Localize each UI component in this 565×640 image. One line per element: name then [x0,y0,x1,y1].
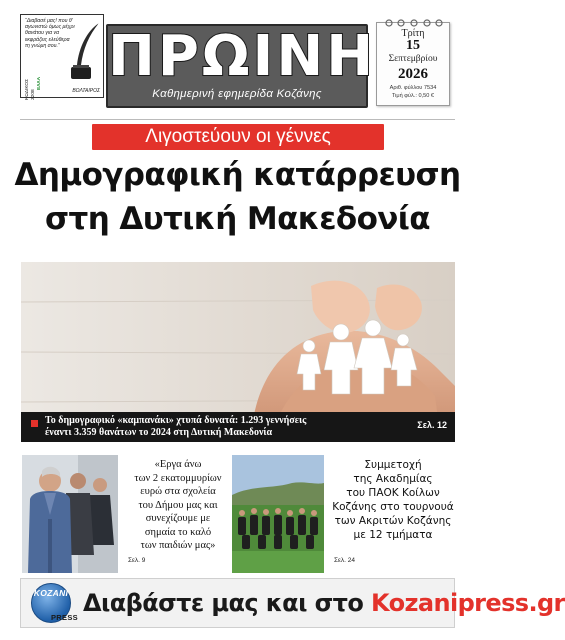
lead-caption-line-1: Το δημογραφικό «καμπανάκι» χτυπά δυνατά: 1.293 γεννήσεις [45,415,307,426]
read-us-label: Διαβάστε μας και στο [83,589,372,617]
postage-mark: ΕΛΛΑ [37,76,42,90]
kozanipress-logo-bottom: PRESS [51,613,78,622]
masthead-divider [20,119,455,120]
calendar-year: 2026 [398,66,428,82]
date-calendar [376,22,450,106]
lead-caption-line-2: έναντι 3.359 θανάτων το 2024 στη Δυτική Μακεδονία [45,427,273,438]
calendar-date: 15 [406,38,420,53]
newspaper-title: ΠΡΩΙΝΗ [108,24,377,89]
calendar-month: Σεπτεμβρίου [388,54,438,64]
voltaire-name: ΒΟΛΤΑΙΡΟΣ [72,88,100,94]
calendar-rings-icon [381,17,447,27]
football-team-photo [232,455,324,573]
voltaire-quote: “Διαβασέ μας! που θ' αγωνιστώ όμως μέχρι θανάτου για να εκφράζεις ελεύθερα τη γνώμη σου.” [25,18,75,49]
masthead [0,0,475,118]
mayor-quote-line-2: των 2 εκατομμυρίων [134,472,222,484]
mayor-quote-line-3: ευρώ στα σχολεία [140,486,216,497]
mayor-quote-line-7: των παιδιών μας» [140,540,216,551]
paok-academy-headline [329,458,457,542]
kozanipress-link[interactable]: Kozanipress.gr [371,589,565,617]
football-team-image [232,455,324,573]
kozanipress-logo [25,581,77,625]
mayor-quote-line-1: «Εργα άνω [154,459,202,470]
mayor-quote-line-6: σημαία το καλό [144,526,212,538]
lead-headline [10,153,465,241]
paok-headline-line-5: των Ακριτών Κοζάνης [334,515,452,527]
lead-headline-line-1: Δημογραφική κατάρρευση [14,157,461,193]
lead-headline-line-2: στη Δυτική Μακεδονία [45,201,430,237]
mayor-quote-line-5: συνεχίζουμε με [145,513,211,524]
paok-headline-line-1: Συμμετοχή [364,459,422,471]
lead-caption-text [45,415,385,439]
lead-kicker: Λιγοστεύουν οι γέννες [92,124,384,150]
lead-caption [21,412,455,442]
paok-headline-line-3: του ΠΑΟΚ Κοίλων [346,487,440,499]
newspaper-subtitle: Καθημερινή εφημερίδα Κοζάνης [152,88,322,100]
quill-icon [69,21,103,83]
mayor-quote-line-4: του Δήμου μας και [138,499,218,511]
mayor-photo [22,455,118,573]
issue-number: Αριθ. φύλλου 7534 [389,85,437,91]
read-us-online-text [83,585,565,621]
kozanipress-logo-top: KOZANI [33,588,69,598]
paok-headline-line-4: Κοζάνης στο τουρνουά [332,501,454,513]
caption-bullet-icon [31,420,38,427]
issue-code-strip [25,30,42,102]
issue-code-value: 3208 [31,89,36,100]
paok-page-ref: Σελ. 24 [334,557,356,564]
issue-code-label: ΚΩΔΙΚΟΣ [25,78,30,100]
newspaper-logo [106,24,377,108]
calendar-weekday: Τρίτη [401,28,425,39]
issue-price: Τιμή φύλ.: 0,50 € [391,93,435,99]
mayor-quote [124,458,232,553]
kozanipress-banner[interactable] [20,578,565,628]
lead-page-ref: Σελ. 12 [417,420,447,430]
men-standing-image [22,455,118,573]
paok-headline-line-6: με 12 τμήματα [353,529,433,541]
paok-headline-line-2: της Ακαδημίας [353,473,433,485]
mayor-page-ref: Σελ. 9 [128,557,146,564]
